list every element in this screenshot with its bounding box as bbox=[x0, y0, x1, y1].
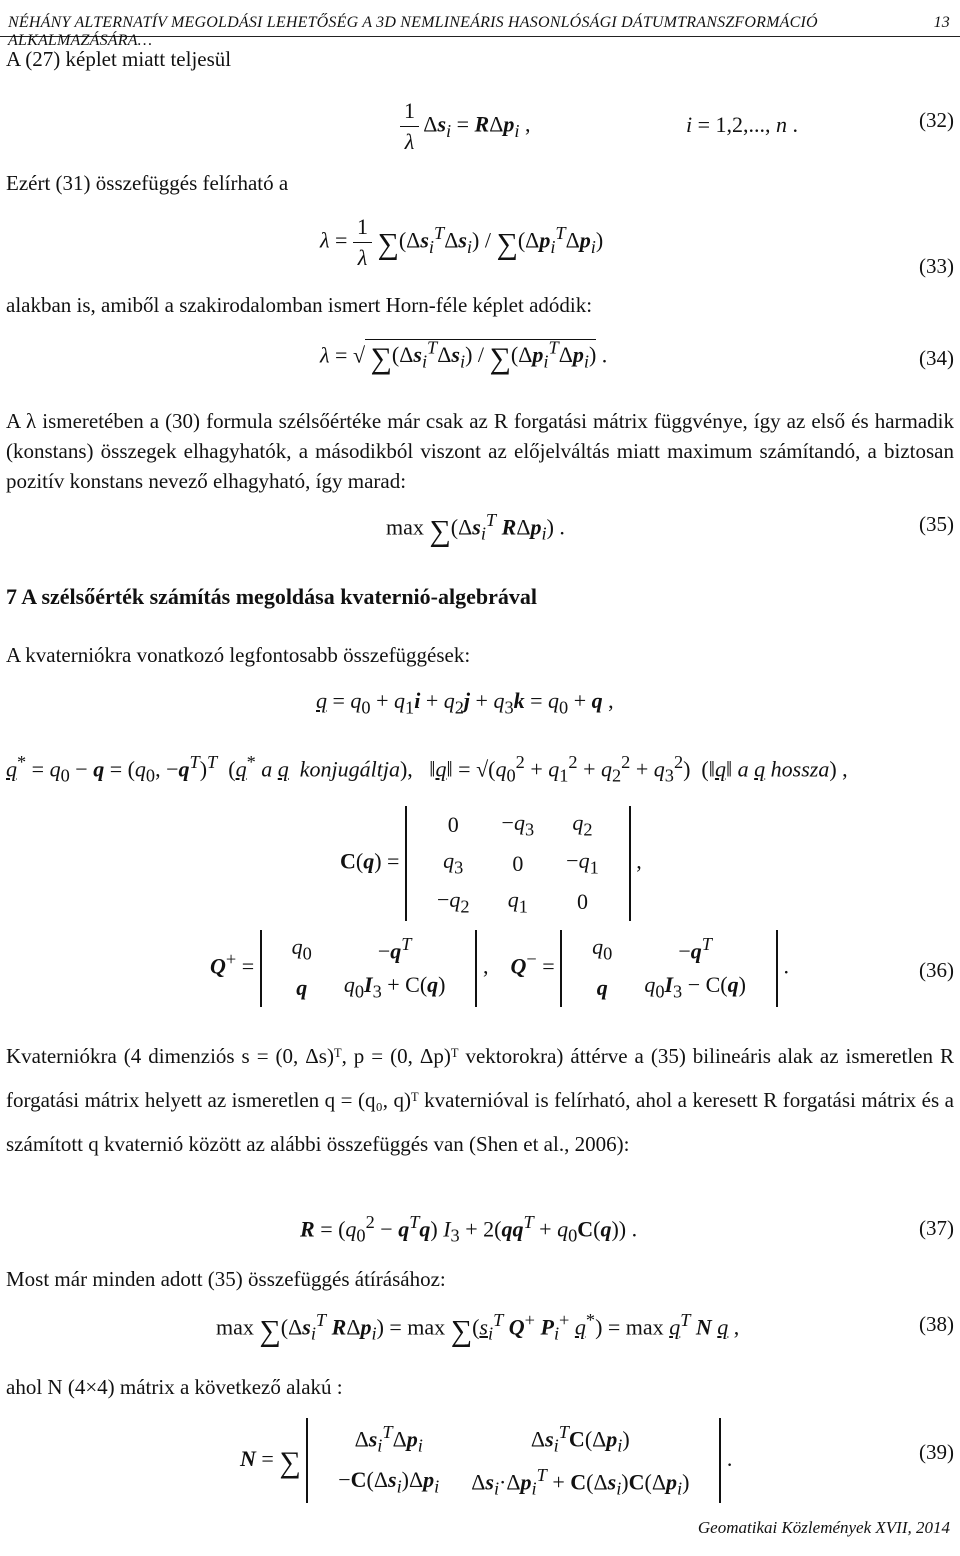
equation-32: $\frac{1}{\lambda}$ $\Delta s_i = R\Delta p_i$ , i = 1,2,..., n . bbox=[400, 96, 798, 157]
equation-number-38: (38) bbox=[919, 1312, 954, 1336]
section-title: 7 A szélsőérték számítás megoldása kvaternió-algebrával bbox=[6, 584, 537, 609]
equation-number-39: (39) bbox=[919, 1440, 954, 1464]
page-number: 13 bbox=[933, 14, 950, 31]
paragraph-3: alakban is, amiből a szakirodalomban ismert Horn-féle képlet adódik: bbox=[6, 293, 593, 317]
quaternion-definition: $q = q_0 + q_1i + q_2j + q_3k = q_0 + q$ , bbox=[316, 688, 614, 718]
paragraph-7: Most már minden adott (35) összefüggés átírásához: bbox=[6, 1267, 446, 1291]
equation-number-35: (35) bbox=[919, 512, 954, 536]
paragraph-8: ahol N (4×4) mátrix a következő alakú : bbox=[6, 1375, 343, 1399]
equation-number-37: (37) bbox=[919, 1216, 954, 1240]
equation-36: Q+ = $q_0$ $-q^T$ q $q_0I_3 + C(q)$ , Q− = $q_0$ $-q^T$ q $q_0I_3 - C(q)$ . bbox=[210, 930, 789, 1007]
equation-number-34: (34) bbox=[919, 346, 954, 370]
cross-product-matrix: C(q) = 0 $-q_3$ $q_2$ $q_3$ 0 $-q_1$ $-q_2$ $q_1$ 0 , bbox=[340, 806, 642, 921]
equation-38: $\max \sum(\Delta s_i^T$ $R\Delta p_i) = \max \sum(s_i^T$ Q+ $P_i^+$ $q^*) = \max q^T$ N q , bbox=[216, 1310, 740, 1348]
quaternion-conjugate-norm: $q^* = q_0 - q = (q_0$, $-q^T)^T$ (q* a q konjugáltja), ‖q‖ = $√(q_0^2 + q_1^2 + q_2^2 + q_3^2)$ (‖q‖ a q hossza) , bbox=[6, 752, 848, 786]
paragraph-4: A λ ismeretében a (30) formula szélsőértéke már csak az R forgatási mátrix függvénye, így az első és harmadik (konstans) összegek elhagyhatók, a másodikból viszont az előjelváltás miatt maximum számítandó, a biztosan pozitív konstans nevező elhagyható, így marad: bbox=[6, 409, 954, 493]
equation-number-32: (32) bbox=[919, 108, 954, 132]
paragraph-5: A kvaterniókra vonatkozó legfontosabb összefüggések: bbox=[6, 643, 471, 667]
paragraph-1: A (27) képlet miatt teljesül bbox=[6, 47, 232, 71]
equation-35: $\max \sum(\Delta s_i^T$ RΔp$_i$) . bbox=[386, 510, 565, 548]
journal-footer: Geomatikai Közlemények XVII, 2014 bbox=[697, 1518, 950, 1537]
equation-33: λ = $\frac{1}{\lambda}$ $\sum(\Delta s_i^T\Delta s_i) / \sum(\Delta p_i^T\Delta p_i)$ bbox=[320, 214, 604, 270]
running-title: NÉHÁNY ALTERNATÍV MEGOLDÁSI LEHETŐSÉG A 3D NEMLINEÁRIS HASONLÓSÁGI DÁTUMTRANSZFORMÁCIÓ ALKALMAZÁSÁRA… bbox=[8, 14, 818, 49]
running-header bbox=[0, 14, 960, 49]
equation-39: N = ∑ $\Delta s_i^T\Delta p_i$ $\Delta s_i^TC(\Delta p_i)$ $-C(\Delta s_i)\Delta p_i$ $\Delta s_i\cdot\Delta p_i^T + C(\Delta s_i)C(\Delta p_i)$ . bbox=[240, 1418, 732, 1503]
equation-number-36: (36) bbox=[919, 958, 954, 982]
equation-number-33: (33) bbox=[919, 254, 954, 278]
equation-34: λ = √ $\sum(\Delta s_i^T\Delta s_i) / \sum(\Delta p_i^T\Delta p_i)$ . bbox=[320, 338, 608, 376]
paragraph-2: Ezért (31) összefüggés felírható a bbox=[6, 171, 289, 195]
equation-37: $R = (q_0^2 - q^Tq) I_3 + 2(qq^T + q_0C(q))$ . bbox=[300, 1212, 638, 1246]
paragraph-6: Kvaterniókra (4 dimenziós s = (0, Δs)ᵀ, p = (0, Δp)ᵀ vektorokra) áttérve a (35) bilineáris alak az ismeretlen R forgatási mátrix helyett az ismeretlen q = (q₀, q)ᵀ kvaternióval is felírható, ahol a keresett R forgatási mátrix és a számított q kvaternió között az alábbi összefüggés van (Shen et al., 2006): bbox=[6, 1044, 954, 1156]
